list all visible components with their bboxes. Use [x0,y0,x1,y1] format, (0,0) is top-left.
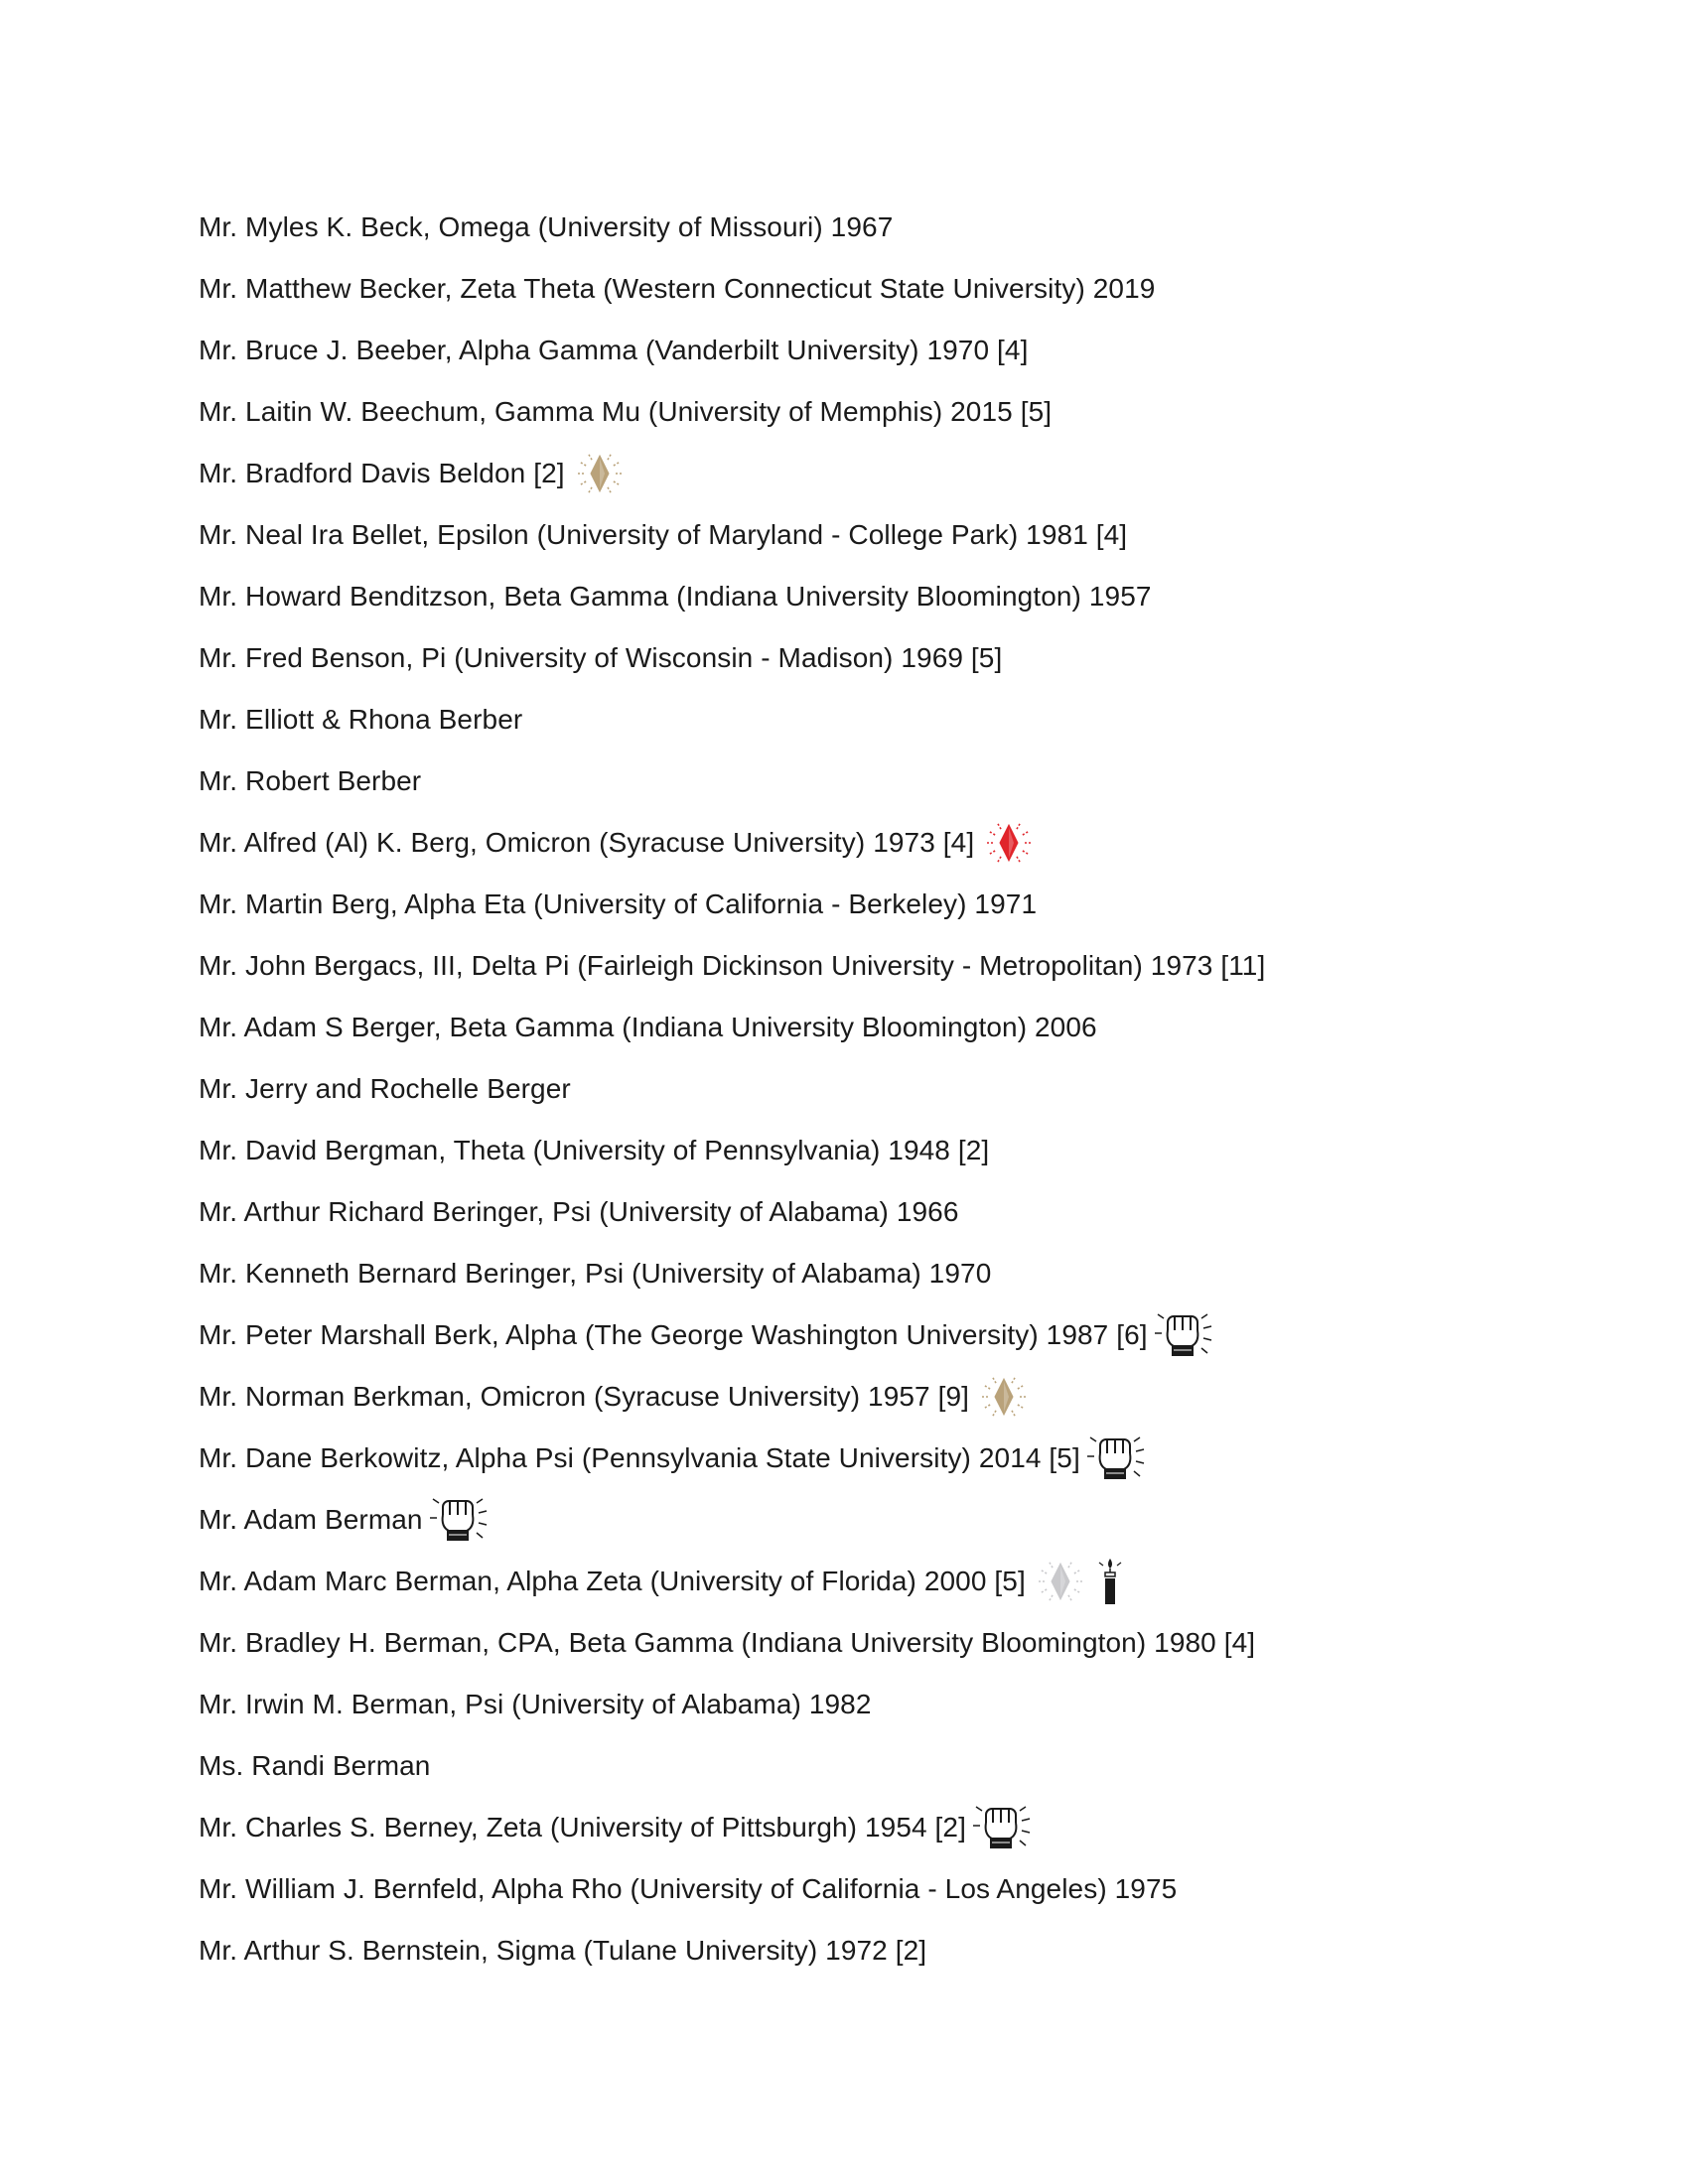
candle-icon [1095,1555,1125,1608]
gold-diamond-icon [973,1370,1035,1424]
recognition-icons [1152,1308,1213,1362]
donor-name-text: Mr. John Bergacs, III, Delta Pi (Fairleigh Dickinson University - Metropolitan) 1973 [11] [199,950,1266,981]
donor-name-text: Mr. Myles K. Beck, Omega (University of Missouri) 1967 [199,211,894,242]
donor-entry [199,1612,1589,1674]
donor-entry [199,504,1589,566]
donor-name-text: Mr. Adam Berman [199,1504,423,1535]
donor-name-text: Mr. Jerry and Rochelle Berger [199,1073,571,1104]
donor-entry [199,1797,1589,1858]
donor-name-text: Mr. Robert Berber [199,765,422,796]
donor-entry [199,566,1589,627]
gold-diamond-icon [569,447,631,500]
donor-entry [199,689,1589,751]
donor-entry [199,1181,1589,1243]
donor-entry [199,935,1589,997]
donor-entry [199,1551,1589,1612]
recognition-icons [1084,1432,1146,1485]
donor-name-text: Ms. Randi Berman [199,1750,431,1781]
donor-entry [199,627,1589,689]
donor-name-text: Mr. Irwin M. Berman, Psi (University of Alabama) 1982 [199,1689,872,1719]
recognition-icons [970,1801,1032,1854]
recognition-icons [973,1370,1035,1424]
fist-icon [1084,1432,1146,1485]
donor-entry [199,381,1589,443]
recognition-icons [1030,1555,1125,1608]
donor-name-text: Mr. Martin Berg, Alpha Eta (University of California - Berkeley) 1971 [199,888,1038,919]
donor-name-text: Mr. Alfred (Al) K. Berg, Omicron (Syracuse University) 1973 [4] [199,827,975,858]
fist-icon [427,1493,489,1547]
donor-name-text: Mr. Arthur Richard Beringer, Psi (University of Alabama) 1966 [199,1196,959,1227]
donor-name-text: Mr. Arthur S. Bernstein, Sigma (Tulane University) 1972 [2] [199,1935,927,1966]
donor-entry [199,443,1589,504]
donor-name-text: Mr. Kenneth Bernard Beringer, Psi (University of Alabama) 1970 [199,1258,992,1289]
donor-name-text: Mr. Norman Berkman, Omicron (Syracuse University) 1957 [9] [199,1381,970,1412]
donor-entry [199,320,1589,381]
donor-entry [199,1735,1589,1797]
donor-name-text: Mr. Howard Benditzson, Beta Gamma (Indiana University Bloomington) 1957 [199,581,1152,612]
donor-entry [199,1058,1589,1120]
donor-entry [199,1243,1589,1304]
donor-entry [199,258,1589,320]
donor-name-text: Mr. Neal Ira Bellet, Epsilon (University of Maryland - College Park) 1981 [4] [199,519,1128,550]
donor-entry [199,751,1589,812]
donor-name-text: Mr. Peter Marshall Berk, Alpha (The George Washington University) 1987 [6] [199,1319,1148,1350]
fist-icon [970,1801,1032,1854]
donor-entry [199,1489,1589,1551]
recognition-icons [427,1493,489,1547]
donor-name-text: Mr. Bradford Davis Beldon [2] [199,458,565,488]
donor-entry [199,812,1589,874]
donor-name-text: Mr. William J. Bernfeld, Alpha Rho (University of California - Los Angeles) 1975 [199,1873,1178,1904]
donor-name-text: Mr. Adam S Berger, Beta Gamma (Indiana University Bloomington) 2006 [199,1012,1097,1042]
donor-name-text: Mr. Charles S. Berney, Zeta (University of Pittsburgh) 1954 [2] [199,1812,966,1843]
donor-name-text: Mr. Adam Marc Berman, Alpha Zeta (University of Florida) 2000 [5] [199,1566,1026,1596]
recognition-icons [569,447,631,500]
donor-entry [199,997,1589,1058]
donor-entry [199,1120,1589,1181]
donor-name-text: Mr. Bruce J. Beeber, Alpha Gamma (Vanderbilt University) 1970 [4] [199,335,1029,365]
donor-name-text: Mr. Elliott & Rhona Berber [199,704,523,735]
donor-entry [199,1304,1589,1366]
donor-name-text: Mr. Dane Berkowitz, Alpha Psi (Pennsylvania State University) 2014 [5] [199,1442,1080,1473]
donor-name-text: Mr. David Bergman, Theta (University of Pennsylvania) 1948 [2] [199,1135,990,1165]
donor-entry [199,874,1589,935]
donor-entry [199,197,1589,258]
donor-entry [199,1674,1589,1735]
silver-diamond-icon [1030,1555,1091,1608]
donor-name-text: Mr. Laitin W. Beechum, Gamma Mu (University of Memphis) 2015 [5] [199,396,1053,427]
donor-list [199,197,1589,1981]
donor-entry [199,1858,1589,1920]
donor-name-text: Mr. Bradley H. Berman, CPA, Beta Gamma (Indiana University Bloomington) 1980 [4] [199,1627,1256,1658]
red-diamond-icon [978,816,1040,870]
donor-entry [199,1428,1589,1489]
donor-entry [199,1366,1589,1428]
donor-name-text: Mr. Matthew Becker, Zeta Theta (Western Connecticut State University) 2019 [199,273,1156,304]
fist-icon [1152,1308,1213,1362]
recognition-icons [978,816,1040,870]
donor-name-text: Mr. Fred Benson, Pi (University of Wisconsin - Madison) 1969 [5] [199,642,1003,673]
donor-entry [199,1920,1589,1981]
